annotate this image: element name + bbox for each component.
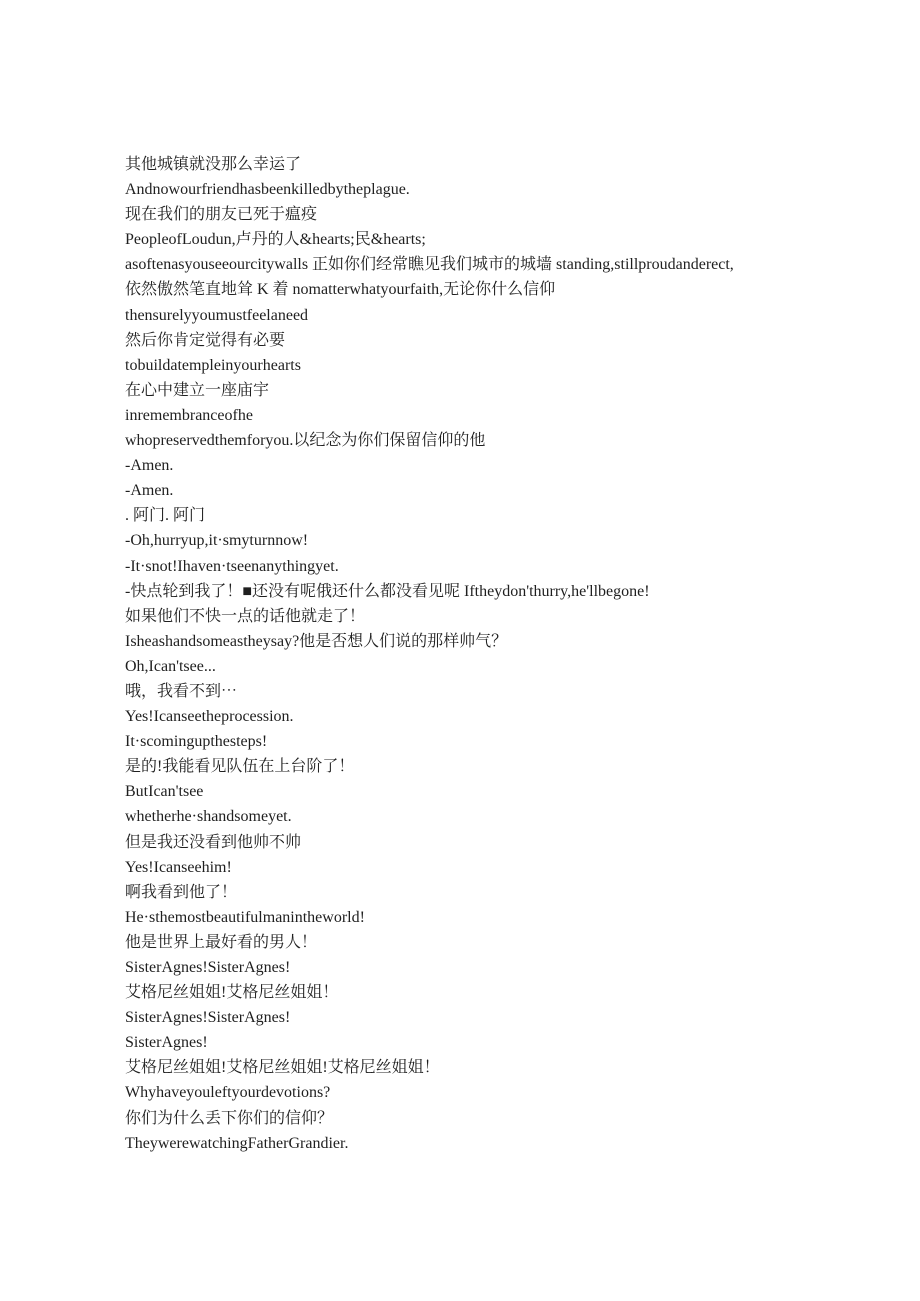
text-line: 然后你肯定觉得有必要 xyxy=(125,331,286,349)
text-line: 哦，我看不到⋯ xyxy=(125,682,238,700)
subtitle-transcript xyxy=(125,152,866,1156)
text-line: 如果他们不快一点的话他就走了！ xyxy=(125,607,366,625)
text-line: -Amen. xyxy=(125,457,174,475)
text-line: 艾格尼丝姐姐!艾格尼丝姐姐!艾格尼丝姐姐！ xyxy=(125,1059,440,1077)
text-line: tobuildatempleinyourhearts xyxy=(125,356,301,374)
text-line: -Oh,hurryup,it·smyturnnow! xyxy=(125,532,309,550)
text-line: whopreservedthemforyou.以纪念为你们保留信仰的他 xyxy=(125,432,486,450)
text-line: -It·snot!Ihaven·tseenanythingyet. xyxy=(125,557,339,575)
text-line: 依然傲然笔直地耸 K 着 nomatterwhatyourfaith,无论你什么信仰 xyxy=(125,281,556,299)
text-line: 但是我还没看到他帅不帅 xyxy=(125,833,302,851)
text-line: SisterAgnes!SisterAgnes! xyxy=(125,1009,291,1027)
text-line: 啊我看到他了！ xyxy=(125,883,238,901)
text-line: SisterAgnes!SisterAgnes! xyxy=(125,959,291,976)
text-line: TheywerewatchingFatherGrandier. xyxy=(125,1134,349,1152)
text-line: It·scomingupthesteps! xyxy=(125,733,268,751)
text-line: ButIcan'tsee xyxy=(125,783,204,801)
text-line: thensurelyyoumustfeelaneed xyxy=(125,306,309,324)
text-line: 你们为什么丢下你们的信仰？ xyxy=(125,1109,334,1127)
text-line: whetherhe·shandsomeyet. xyxy=(125,808,292,826)
text-line: asoftenasyouseeourcitywalls 正如你们经常瞧见我们城市的城墙 standing,stillproudanderect, xyxy=(125,256,734,274)
text-line: 现在我们的朋友已死于瘟疫 xyxy=(125,206,318,224)
text-line: Yes!Icanseehim! xyxy=(125,858,232,876)
text-line: 其他城镇就没那么幸运了 xyxy=(125,156,302,173)
text-line: Whyhaveyouleftyourdevotions? xyxy=(125,1084,331,1102)
text-line: SisterAgnes! xyxy=(125,1034,208,1052)
text-line: -快点轮到我了！■还没有呢俄还什么都没看见呢 Iftheydon'thurry,he'llbegone! xyxy=(125,582,650,600)
text-line: 是的!我能看见队伍在上台阶了！ xyxy=(125,758,355,776)
text-line: He·sthemostbeautifulmanintheworld! xyxy=(125,908,365,926)
text-line: -Amen. xyxy=(125,482,174,500)
text-line: Oh,Ican'tsee... xyxy=(125,657,216,675)
text-line: . 阿门. 阿门 xyxy=(125,507,206,525)
text-line: PeopleofLoudun,卢丹的人&hearts;民&hearts; xyxy=(125,231,426,249)
text-line: 他是世界上最好看的男人！ xyxy=(125,933,318,951)
text-line: Isheashandsomeastheysay?他是否想人们说的那样帅气？ xyxy=(125,632,508,650)
text-line: inremembranceofhe xyxy=(125,406,253,424)
text-line: Yes!Icanseetheprocession. xyxy=(125,708,294,726)
text-line: Andnowourfriendhasbeenkilledbytheplague. xyxy=(125,181,410,199)
text-line: 艾格尼丝姐姐!艾格尼丝姐姐！ xyxy=(125,984,339,1002)
text-line: 在心中建立一座庙宇 xyxy=(125,381,270,399)
